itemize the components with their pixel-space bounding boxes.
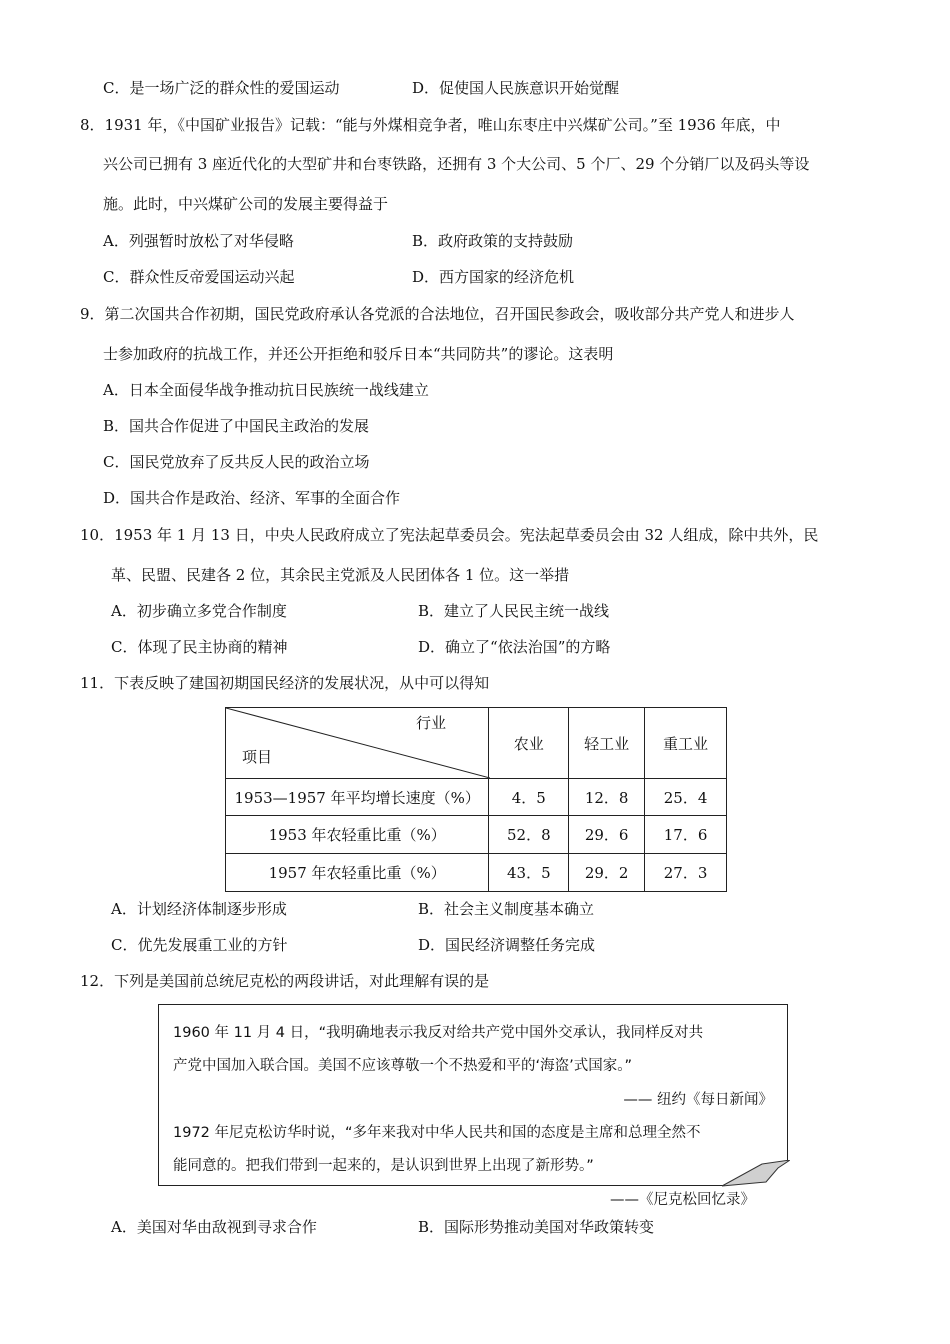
q12-option-b: B．国际形势推动美国对华政策转变 — [418, 1218, 655, 1236]
quote-source-2: ——《尼克松回忆录》 — [610, 1192, 755, 1208]
q8-stem-line1: 8．1931 年，《中国矿业报告》记载：“能与外煤相竞争者，唯山东枣庄中兴煤矿公司。”至 1936 年底，中 — [80, 116, 781, 134]
q9-option-d: D．国共合作是政治、经济、军事的全面合作 — [103, 489, 401, 507]
q11-stem: 11．下表反映了建国初期国民经济的发展状况，从中可以得知 — [80, 674, 490, 692]
economy-table — [225, 707, 727, 892]
cell-value: 27．3 — [645, 854, 727, 892]
table-row — [226, 854, 727, 892]
q12-option-a: A．美国对华由敌视到寻求合作 — [111, 1218, 317, 1236]
diagonal-line — [226, 708, 490, 778]
page-curl-icon — [722, 1160, 790, 1188]
header-light-industry: 轻工业 — [569, 708, 645, 779]
q7-option-d: D．促使国人民族意识开始觉醒 — [412, 79, 620, 97]
q9-stem-line2: 士参加政府的抗战工作，并还公开拒绝和驳斥日本“共同防共”的谬论。这表明 — [103, 345, 614, 363]
q11-option-a: A．计划经济体制逐步形成 — [111, 900, 287, 918]
cell-value: 43．5 — [489, 854, 569, 892]
cell-value: 4．5 — [489, 779, 569, 816]
diag-label-industry: 行业 — [416, 714, 447, 732]
q10-option-d: D．确立了“依法治国”的方略 — [418, 638, 611, 656]
q8-stem-line2: 兴公司已拥有 3 座近代化的大型矿井和台枣铁路，还拥有 3 个大公司、5 个厂、29 个分销厂以及码头等设 — [103, 155, 810, 173]
q10-stem-line2: 革、民盟、民建各 2 位，其余民主党派及人民团体各 1 位。这一举措 — [111, 566, 570, 584]
cell-value: 52．8 — [489, 816, 569, 854]
q8-option-c: C．群众性反帝爱国运动兴起 — [103, 268, 295, 286]
cell-value: 29．6 — [569, 816, 645, 854]
quote-1972-line1: 1972 年尼克松访华时说，“多年来我对中华人民共和国的态度是主席和总理全然不 — [173, 1125, 701, 1141]
diag-label-item: 项目 — [242, 748, 273, 766]
header-agriculture: 农业 — [489, 708, 569, 779]
cell-value: 25．4 — [645, 779, 727, 816]
row-label: 1953—1957 年平均增长速度（%） — [226, 779, 489, 816]
q9-option-c: C．国民党放弃了反共反人民的政治立场 — [103, 453, 370, 471]
quote-1972-line2: 能同意的。把我们带到一起来的，是认识到世界上出现了新形势。” — [173, 1158, 594, 1174]
q8-option-a: A．列强暂时放松了对华侵略 — [103, 232, 294, 250]
q10-option-c: C．体现了民主协商的精神 — [111, 638, 288, 656]
quote-source-1: —— 纽约《每日新闻》 — [623, 1092, 773, 1108]
q9-option-a: A．日本全面侵华战争推动抗日民族统一战线建立 — [103, 381, 429, 399]
q11-option-b: B．社会主义制度基本确立 — [418, 900, 595, 918]
cell-value: 17．6 — [645, 816, 727, 854]
q8-option-d: D．西方国家的经济危机 — [412, 268, 575, 286]
quote-1960-line2: 产党中国加入联合国。美国不应该尊敬一个不热爱和平的‘海盗’式国家。” — [173, 1058, 632, 1074]
q11-option-d: D．国民经济调整任务完成 — [418, 936, 596, 954]
q10-option-b: B．建立了人民民主统一战线 — [418, 602, 610, 620]
cell-value: 29．2 — [569, 854, 645, 892]
q10-stem-line1: 10．1953 年 1 月 13 日，中央人民政府成立了宪法起草委员会。宪法起草委员会由 32 人组成，除中共外，民 — [80, 526, 819, 544]
q9-stem-line1: 9．第二次国共合作初期，国民党政府承认各党派的合法地位，召开国民参政会，吸收部分共产党人和进步人 — [80, 305, 795, 323]
row-label: 1957 年农轻重比重（%） — [226, 854, 489, 892]
q8-option-b: B．政府政策的支持鼓励 — [412, 232, 574, 250]
q7-option-c: C．是一场广泛的群众性的爱国运动 — [103, 79, 340, 97]
diagonal-header-cell — [226, 708, 489, 779]
row-label: 1953 年农轻重比重（%） — [226, 816, 489, 854]
header-heavy-industry: 重工业 — [645, 708, 727, 779]
q12-stem: 12．下列是美国前总统尼克松的两段讲话，对此理解有误的是 — [80, 972, 490, 990]
table-row — [226, 779, 727, 816]
table-row — [226, 816, 727, 854]
q8-stem-line3: 施。此时，中兴煤矿公司的发展主要得益于 — [103, 195, 389, 213]
quote-1960-line1: 1960 年 11 月 4 日，“我明确地表示我反对给共产党中国外交承认，我同样反对共 — [173, 1025, 704, 1041]
quote-box — [158, 1004, 788, 1186]
q11-option-c: C．优先发展重工业的方针 — [111, 936, 288, 954]
q9-option-b: B．国共合作促进了中国民主政治的发展 — [103, 417, 370, 435]
cell-value: 12．8 — [569, 779, 645, 816]
q10-option-a: A．初步确立多党合作制度 — [111, 602, 287, 620]
